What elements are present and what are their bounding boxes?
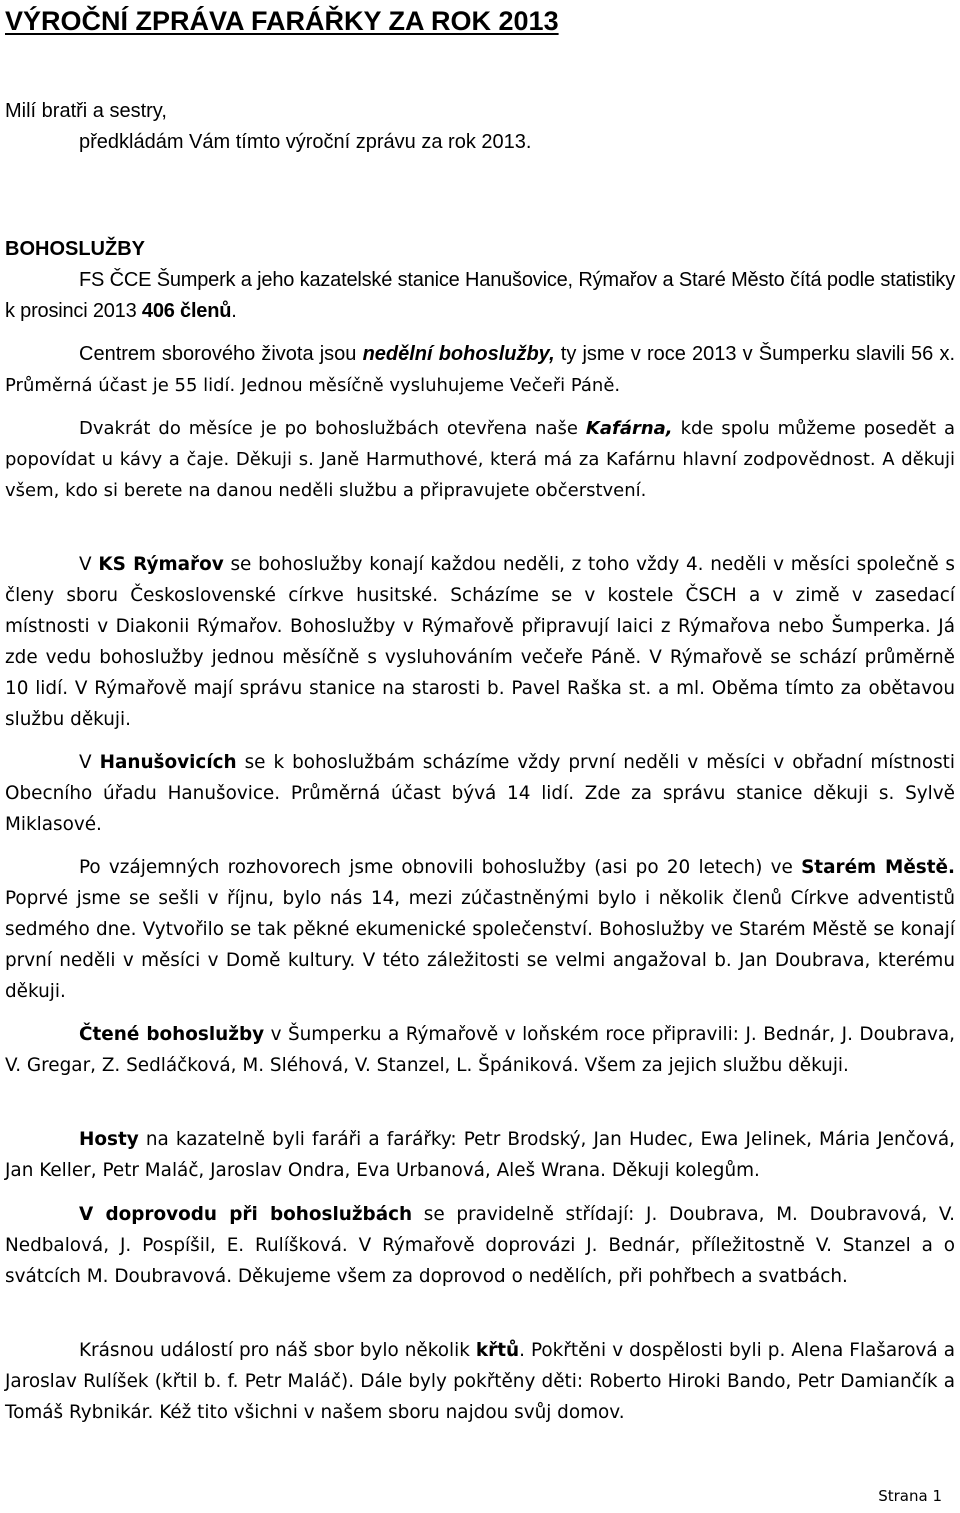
centre-text-d: Průměrná účast je 55 lidí. Jednou měsíčně vysluhujeme Večeři Páně. — [5, 375, 621, 396]
section-heading — [5, 234, 955, 265]
rymarov-highlight: KS Rýmařov — [98, 554, 224, 575]
paragraph-hanusovice — [5, 747, 955, 840]
paragraph-hosty — [5, 1124, 955, 1186]
doprovod-text: se pravidelně střídají: J. Doubrava, M. Doubravová, V. Nedbalová, J. Pospíšil, E. Rulíšková. V Rýmařově doprovázi J. Bednár, příležitostně V. Stanzel a o svátcích M. Doubravová. Děkujeme všem za doprovod o nedělích, při pohřbech a svatbách. — [5, 1204, 955, 1287]
krty-highlight: křtů — [475, 1340, 520, 1361]
stare-mesto-highlight: Starém Městě. — [801, 857, 955, 878]
ctene-text: v Šumperku a Rýmařově v loňském roce připravili: J. Bednár, J. Doubrava, V. Gregar, Z. Sedláčková, M. Sléhová, V. Stanzel, L. Špániková. Všem za jejich službu děkuji. — [5, 1024, 955, 1076]
greeting-intro — [5, 127, 955, 158]
greeting-line: Milí bratři a sestry, — [5, 100, 167, 122]
kafarna-text-a: Dvakrát do měsíce je po bohoslužbách otevřena naše — [79, 418, 586, 439]
ctene-highlight: Čtené bohoslužby — [79, 1024, 265, 1045]
paragraph-doprovod — [5, 1199, 955, 1292]
rymarov-text-a: V — [79, 554, 99, 575]
centre-highlight: nedělní bohoslužby, — [362, 343, 555, 365]
page-title: VÝROČNÍ ZPRÁVA FARÁŘKY ZA ROK 2013 — [5, 6, 559, 36]
section-heading-text: BOHOSLUŽBY — [5, 238, 145, 260]
paragraph-kafarna — [5, 413, 955, 506]
members-end: . — [231, 300, 237, 322]
paragraph-rymarov — [5, 549, 955, 735]
krty-text-a: Krásnou událostí pro náš sbor bylo několik — [79, 1340, 476, 1361]
paragraph-members — [5, 265, 955, 327]
hosty-text: na kazatelně byli faráři a farářky: Petr Brodský, Jan Hudec, Ewa Jelinek, Mária Jenčová, Jan Keller, Petr Maláč, Jaroslav Ondra, Eva Urbanová, Aleš Wrana. Děkuji kolegům. — [5, 1129, 955, 1181]
page-number: Strana 1 — [878, 1487, 942, 1505]
members-count: 406 členů — [141, 300, 232, 322]
kafarna-highlight: Kafárna, — [585, 418, 673, 439]
centre-text-a: Centrem sborového života jsou — [79, 343, 363, 365]
hanusovice-text-a: V — [79, 752, 100, 773]
paragraph-krty — [5, 1335, 955, 1428]
greeting-intro-text: předkládám Vám tímto výroční zprávu za rok 2013. — [79, 131, 532, 153]
krty-text-c: . Pokřtěni v dospělosti byli p. Alena Flašarová a Jaroslav Rulíšek (křtil b. f. Petr Maláč). Dále byly pokřtěny děti: Roberto Hiroki Bando, Petr Damiančík a Tomáš Rybnikár. Kéž tito všichni v našem sboru najdou svůj domov. — [5, 1340, 955, 1423]
stare-mesto-text-c: Poprvé jsme se sešli v říjnu, bylo nás 14, mezi zúčastněnými bylo i několik členů Církve adventistů sedmého dne. Vytvořilo se tak pěkné ekumenické společenství. Bohoslužby ve Starém Městě se konají první neděli v měsíci v Domě kultury. V této záležitosti se velmi angažoval b. Jan Doubrava, kterému děkuji. — [5, 888, 955, 1002]
rymarov-text-c: se bohoslužby konají každou neděli, z toho vždy 4. neděli v měsíci společně s členy sboru Československé církve husitské. Scházíme se v kostele ČSCH a v zimě v zasedací místnosti v Diakonii Rýmařov. Bohoslužby v Rýmařově připravují laici z Rýmařova nebo Šumperka. Já zde vedu bohoslužby jednou měsíčně s vysluhováním večeře Páně. V Rýmařově se schází průměrně 10 lidí. V Rýmařově mají správu stanice na starosti b. Pavel Raška st. a ml. Oběma tímto za obětavou službu děkuji. — [5, 554, 955, 730]
stare-mesto-text-a: Po vzájemných rozhovorech jsme obnovili bohoslužby (asi po 20 letech) ve — [79, 857, 802, 878]
hosty-highlight: Hosty — [79, 1129, 139, 1150]
paragraph-centre — [5, 339, 955, 401]
kafarna-text-c: kde spolu můžeme posedět a popovídat u kávy a čaje. Děkuji s. Janě Harmuthové, která má za Kafárnu hlavní zodpovědnost. A děkuji všem, kdo si berete na danou neděli službu a připravujete občerstvení. — [5, 418, 956, 501]
doprovod-highlight: V doprovodu při bohoslužbách — [79, 1204, 413, 1225]
hanusovice-highlight: Hanušovicích — [99, 752, 237, 773]
members-text: FS ČCE Šumperk a jeho kazatelské stanice Hanušovice, Rýmařov a Staré Město čítá podle statistiky k prosinci 2013 — [5, 269, 955, 322]
hanusovice-text-c: se k bohoslužbám scházíme vždy první neděli v měsíci v obřadní místnosti Obecního úřadu Hanušovice. Průměrná účast bývá 14 lidí. Zde za správu stanice děkuji s. Sylvě Miklasové. — [5, 752, 955, 835]
centre-text-c: ty jsme v roce 2013 v Šumperku slavili 56 x. — [554, 343, 955, 365]
paragraph-ctene — [5, 1019, 955, 1081]
paragraph-stare-mesto — [5, 852, 955, 1007]
